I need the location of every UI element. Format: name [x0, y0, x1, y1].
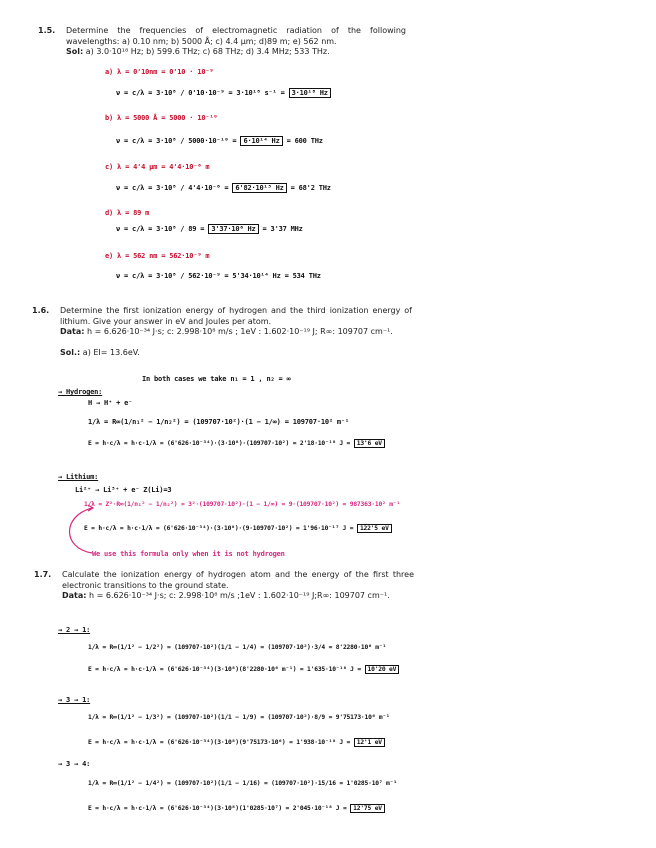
hw-formula: E = h·c/λ = h·c·1/λ = (6'626·10⁻³⁴)·(3·10⁸)·(9·109707·10²) = 1'96·10⁻¹⁷ J =	[84, 525, 354, 532]
hw-after: = 68'2 THz	[290, 184, 331, 192]
problem-number: 1.5.	[38, 26, 56, 35]
data-text: h = 6.626·10⁻³⁴ J·s; c: 2.998·10⁸ m/s ; 1eV : 1.602·10⁻¹⁹ J; R∞: 109707 cm⁻¹.	[84, 327, 393, 336]
hw-1-6-hydrogen-reaction: H → H⁺ + e⁻	[88, 399, 133, 407]
boxed-answer: 12'75 eV	[350, 804, 385, 813]
boxed-answer: 3'37·10⁶ Hz	[208, 224, 258, 234]
problem-number: 1.6.	[32, 306, 50, 315]
boxed-answer: 6'82·10¹³ Hz	[232, 183, 286, 193]
hw-1-6-hydrogen-rydberg: 1/λ = R∞(1/n₁² − 1/n₂²) = (109707·10²)·(1 − 1/∞) = 109707·10² m⁻¹	[88, 418, 349, 426]
hw-1-6-lithium-reaction: Li²⁺ → Li³⁺ + e⁻ Z(Li)=3	[75, 486, 172, 494]
hw-1-6-lithium-rydberg: 1/λ = Z²·R∞(1/n₁² − 1/n₂²) = 3²·(109707·10²)·(1 − 1/∞) = 9·(109707·10²) = 987363·10² m⁻¹	[84, 501, 401, 508]
problem-prompt: Determine the first ionization energy of hydrogen and the third ionization energy of lithium. Give your answer in eV and Joules per atom.	[60, 306, 412, 326]
hw-1-7-3to1-energy	[88, 739, 385, 746]
problem-prompt: Determine the frequencies of electromagnetic radiation of the following wavelengths: a) 0.10 nm; b) 5000 Å; c) 4.4 μm; d)89 m; e) 562 nm.	[66, 26, 406, 46]
hw-1-6-lithium-note: We use this formula only when it is not hydrogen	[92, 550, 285, 558]
boxed-answer: 13'6 eV	[354, 439, 385, 448]
data-line	[62, 591, 414, 602]
hw-1-7-3to4-heading: → 3 → 4:	[58, 760, 91, 768]
hw-formula: ν = c/λ = 3·10⁸ / 5000·10⁻¹⁰ =	[116, 137, 237, 145]
hw-1-5-d-given: d) λ = 89 m	[105, 209, 150, 217]
data-label: Data:	[60, 327, 85, 336]
hw-1-7-3to1-heading: → 3 → 1:	[58, 696, 91, 704]
hw-1-6-hydrogen-heading: → Hydrogen:	[58, 388, 103, 396]
hw-1-7-2to1-energy	[88, 666, 399, 673]
hw-1-5-e-given: e) λ = 562 nm = 562·10⁻⁹ m	[105, 252, 210, 260]
data-label: Data:	[62, 591, 87, 600]
hw-1-5-a-given: a) λ = 0'10nm = 0'10 · 10⁻⁹	[105, 68, 214, 76]
hw-1-5-e-result: ν = c/λ = 3·10⁸ / 562·10⁻⁹ = 5'34·10¹⁴ Hz = 534 THz	[116, 272, 321, 280]
hw-formula: E = h·c/λ = h·c·1/λ = (6'626·10⁻³⁴)(3·10⁸)(9'75173·10⁶) = 1'938·10⁻¹⁸ J =	[88, 739, 351, 746]
solution-text: a) 3.0·10¹⁸ Hz; b) 599.6 THz; c) 68 THz; d) 3.4 MHz; 533 THz.	[83, 47, 330, 56]
solution-text: a) EI= 13.6eV.	[80, 347, 140, 357]
solution-label: Sol:	[66, 47, 84, 56]
hw-1-7-3to4-energy	[88, 805, 385, 812]
boxed-answer: 122'5 eV	[357, 524, 392, 533]
boxed-answer: 10'20 eV	[365, 665, 400, 674]
solution-label: Sol.:	[60, 347, 81, 357]
data-text: h = 6.626·10⁻³⁴ J·s; c: 2.998·10⁸ m/s ;1eV : 1.602·10⁻¹⁹ J;R∞: 109707 cm⁻¹.	[86, 591, 390, 600]
problem-number: 1.7.	[34, 570, 52, 579]
hw-1-6-lithium-heading: → Lithium:	[58, 473, 99, 481]
hw-formula: ν = c/λ = 3·10⁸ / 0'10·10⁻⁹ = 3·10¹⁸ s⁻¹ =	[116, 89, 285, 97]
hw-1-6-note: In both cases we take n₁ = 1 , n₂ = ∞	[142, 375, 291, 383]
hw-1-5-b-given: b) λ = 5000 Å = 5000 · 10⁻¹⁰	[105, 114, 218, 122]
boxed-answer: 6·10¹⁴ Hz	[240, 136, 282, 146]
hw-1-7-3to4-rydberg: 1/λ = R∞(1/1² − 1/4²) = (109707·10²)(1/1 − 1/16) = (109707·10²)·15/16 = 1'0285·10⁷ m⁻¹	[88, 780, 397, 787]
hw-formula: E = h·c/λ = h·c·1/λ = (6'626·10⁻³⁴)(3·10⁸)(1'0285·10⁷) = 2'045·10⁻¹⁸ J =	[88, 805, 347, 812]
hw-formula: E = h·c/λ = h·c·1/λ = (6'626·10⁻³⁴)·(3·10⁸)·(109707·10²) = 2'18·10⁻¹⁸ J =	[88, 440, 351, 447]
hw-formula: E = h·c/λ = h·c·1/λ = (6'626·10⁻³⁴)(3·10⁸)(8'2280·10⁶ m⁻¹) = 1'635·10⁻¹⁸ J =	[88, 666, 361, 673]
hw-1-5-c-given: c) λ = 4'4 μm = 4'4·10⁻⁶ m	[105, 163, 210, 171]
hw-after: = 600 THz	[286, 137, 323, 145]
boxed-answer: 12'1 eV	[354, 738, 385, 747]
hw-formula: ν = c/λ = 3·10⁸ / 89 =	[116, 225, 205, 233]
hw-1-7-3to1-rydberg: 1/λ = R∞(1/1² − 1/3²) = (109707·10²)(1/1 − 1/9) = (109707·10²)·8/9 = 9'75173·10⁶ m⁻¹	[88, 714, 390, 721]
hw-1-7-2to1-heading: → 2 → 1:	[58, 626, 91, 634]
hw-after: = 3'37 MHz	[262, 225, 303, 233]
boxed-answer: 3·10¹⁸ Hz	[289, 88, 331, 98]
problem-prompt: Calculate the ionization energy of hydrogen atom and the energy of the first three electronic transitions to the ground state.	[62, 570, 414, 590]
hw-1-7-2to1-rydberg: 1/λ = R∞(1/1² − 1/2²) = (109707·10²)(1/1 − 1/4) = (109707·10²)·3/4 = 8'2280·10⁶ m⁻¹	[88, 644, 387, 651]
hw-formula: ν = c/λ = 3·10⁸ / 4'4·10⁻⁶ =	[116, 184, 229, 192]
